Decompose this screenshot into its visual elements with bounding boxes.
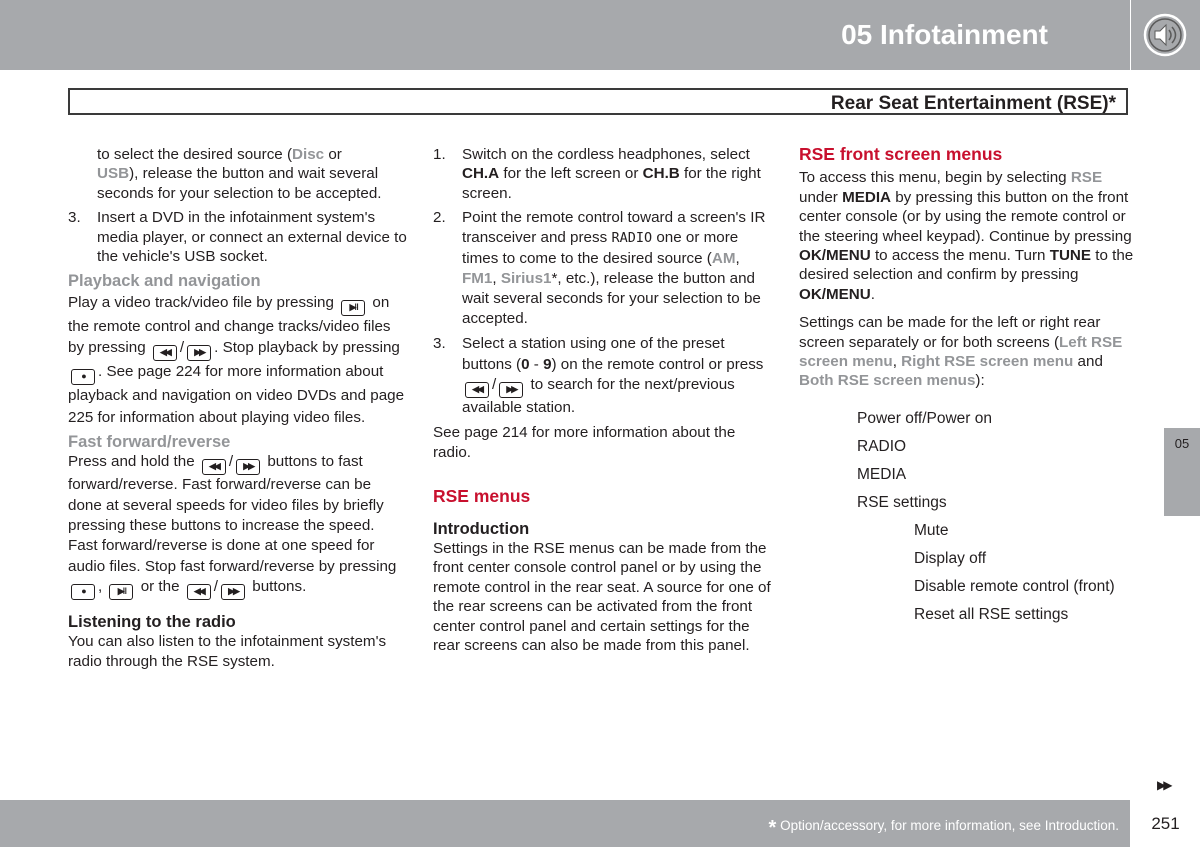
menu-item-disable-remote: Disable remote control (front) (914, 578, 1115, 595)
rse-menus-heading: RSE menus (433, 486, 531, 507)
stop-icon: ● (71, 584, 95, 600)
list-item: 3. Insert a DVD in the infotainment system's media player, or connect an external device to the vehicle's USB socket. (68, 209, 407, 266)
introduction-paragraph: Settings in the RSE menus can be made from the front center console control panel or by using the remote control in the rear seat. A source for one of the rear screens can be activated from the front center control panel and certain settings for the rear screens can also be made from this panel. (433, 539, 771, 654)
play-pause-icon: ▶‖ (109, 584, 133, 600)
screen-settings-paragraph: Settings can be made for the left or right rear screen separately or for both screens (Left RSE screen menu, Right RSE screen menu and Both RSE screen menus): (799, 314, 1123, 390)
radio-button-label: RADIO (611, 230, 653, 247)
previous-icon: ◀◀ (465, 382, 489, 398)
chapter-icon-box (1131, 0, 1200, 70)
fast-forward-heading: Fast forward/reverse (68, 433, 231, 452)
radio-paragraph: You can also listen to the infotainment system's radio through the RSE system. (68, 633, 387, 670)
menu-item-mute: Mute (914, 522, 949, 539)
next-icon: ▶▶ (221, 584, 245, 600)
menu-item-reset: Reset all RSE settings (914, 606, 1069, 623)
footnote: * Option/accessory, for more information, see Introduction. (768, 817, 1119, 839)
menu-item-media: MEDIA (857, 466, 907, 483)
fast-forward-paragraph: Press and hold the ◀◀ / ▶▶ buttons to fast forward/reverse. Fast forward/reverse can be done at several speeds for video files by briefly pressing these buttons to increase the speed. Fast forward/reverse is done at one speed for audio files. Stop fast forward/reverse by pressing ● , ▶‖ or the ◀◀ / ▶▶ buttons. (68, 452, 408, 599)
next-icon: ▶▶ (187, 345, 211, 361)
menu-item-power: Power off/Power on (857, 410, 992, 427)
list-item: 1. Switch on the cordless headphones, select CH.A for the left screen or CH.B for the right screen. (433, 146, 761, 202)
footer-bar (0, 800, 1130, 847)
previous-icon: ◀◀ (153, 345, 177, 361)
list-item: 2. Point the remote control toward a screen's IR transceiver and press RADIO one or more times to come to the desired source (AM, FM1, Sirius1*, etc.), release the button and wait several seconds for your selection to be accepted. (433, 209, 766, 328)
column-2 (433, 145, 773, 655)
play-pause-icon: ▶‖ (341, 300, 365, 316)
next-icon: ▶▶ (499, 382, 523, 398)
chapter-side-tab: 05 (1164, 428, 1200, 516)
radio-heading: Listening to the radio (68, 612, 236, 631)
page-number-box (1131, 800, 1200, 847)
front-screen-menus-heading: RSE front screen menus (799, 144, 1003, 164)
page-number: 251 (1151, 814, 1180, 833)
section-title: Rear Seat Entertainment (RSE)* (830, 93, 1116, 114)
step-2-continued: to select the desired source (Disc or USB), release the button and wait several seconds for your selection to be accepted. (97, 146, 382, 202)
list-item: 3. Select a station using one of the preset buttons (0 - 9) on the remote control or press ◀◀ / ▶▶ to search for the next/previous available station. (433, 335, 764, 417)
playback-heading: Playback and navigation (68, 272, 261, 291)
continue-arrow-icon: ▶▶ (1157, 778, 1170, 792)
speaker-icon (1131, 0, 1200, 70)
section-title-box (68, 88, 1128, 115)
radio-reference: See page 214 for more information about the radio. (433, 424, 736, 461)
menu-item-display-off: Display off (914, 550, 987, 567)
chapter-header-bar (0, 0, 1130, 70)
previous-icon: ◀◀ (202, 459, 226, 475)
menu-item-radio: RADIO (857, 438, 907, 455)
next-icon: ▶▶ (236, 459, 260, 475)
stop-icon: ● (71, 369, 95, 385)
chapter-title: 05 Infotainment (841, 19, 1048, 50)
playback-paragraph: Play a video track/video file by pressing ▶‖ on the remote control and change tracks/video files by pressing ◀◀ / ▶▶ . Stop playback by pressing ● . See page 224 for more information about playback and navigation on video DVDs and page 225 for information about playing video files. (68, 293, 405, 426)
column-3 (799, 145, 1139, 391)
column-1 (68, 145, 408, 671)
menu-item-rse-settings: RSE settings (857, 494, 947, 511)
introduction-heading: Introduction (433, 519, 530, 538)
front-menu-paragraph: To access this menu, begin by selecting RSE under MEDIA by pressing this button on the front center console (or by using the remote control or the steering wheel keypad). Continue by pressing OK/MENU to access the menu. Turn TUNE to the desired selection and confirm by pressing OK/MENU. (799, 169, 1134, 303)
previous-icon: ◀◀ (187, 584, 211, 600)
